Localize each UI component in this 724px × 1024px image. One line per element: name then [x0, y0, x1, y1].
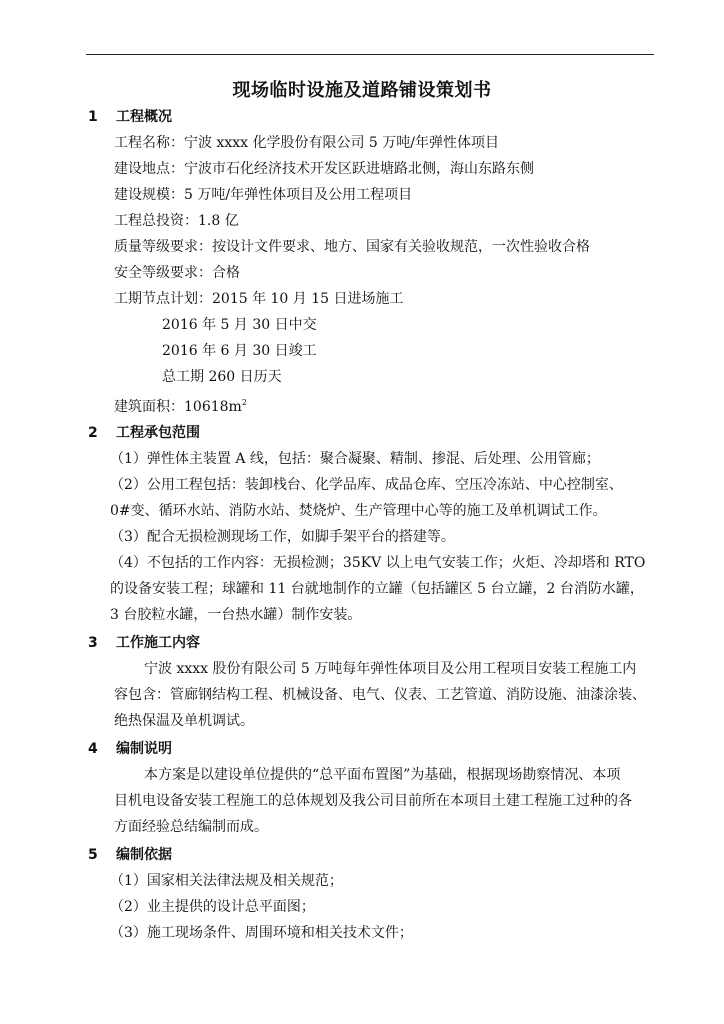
section-number: 3	[88, 635, 98, 651]
area-label: 建筑面积：10618m	[114, 399, 242, 415]
paragraph-line: 的设备安装工程；球罐和 11 台就地制作的立罐（包括罐区 5 台立罐，2 台消防水罐，	[110, 581, 644, 597]
paragraph-line: 容包含：管廊钢结构工程、机械设备、电气、仪表、工艺管道、消防设施、油漆涂装、	[114, 687, 646, 703]
paragraph-line: 建设规模：5 万吨/年弹性体项目及公用工程项目	[114, 187, 413, 203]
top-rule	[86, 54, 654, 55]
paragraph-line: （2）业主提供的设计总平面图；	[110, 899, 315, 915]
paragraph-line: 质量等级要求：按设计文件要求、地方、国家有关验收规范，一次性验收合格	[114, 239, 590, 255]
section-number: 5	[88, 847, 98, 863]
paragraph-line: （3）施工现场条件、周围环境和相关技术文件；	[110, 925, 413, 941]
section-title: 编制依据	[116, 847, 172, 863]
section-heading	[88, 634, 200, 652]
paragraph-line: 总工期 260 日历天	[162, 369, 282, 385]
section-heading	[88, 108, 172, 126]
section-title: 工程承包范围	[116, 425, 200, 441]
paragraph-line: （2）公用工程包括：装卸栈台、化学品库、成品仓库、空压冷冻站、中心控制室、	[110, 477, 623, 493]
paragraph-line: 安全等级要求：合格	[114, 265, 240, 281]
section-heading	[88, 740, 172, 758]
section-title: 工程概况	[116, 109, 172, 125]
paragraph-line: 0#变、循环水站、消防水站、焚烧炉、生产管理中心等的施工及单机调试工作。	[110, 503, 607, 519]
paragraph-line	[114, 394, 247, 416]
paragraph-line: 建设地点：宁波市石化经济技术开发区跃进塘路北侧，海山东路东侧	[114, 161, 534, 177]
paragraph-line: 2016 年 5 月 30 日中交	[162, 317, 317, 333]
section-title: 编制说明	[116, 741, 172, 757]
section-number: 1	[88, 109, 98, 125]
section-title: 工作施工内容	[116, 635, 200, 651]
area-unit-superscript: 2	[241, 398, 247, 407]
paragraph-line: 2016 年 6 月 30 日竣工	[162, 343, 317, 359]
document-title: 现场临时设施及道路铺设策划书	[232, 80, 492, 101]
paragraph-line: （3）配合无损检测现场工作，如脚手架平台的搭建等。	[110, 529, 455, 545]
section-heading	[88, 846, 172, 864]
paragraph-line: 宁波 xxxx 股份有限公司 5 万吨每年弹性体项目及公用工程项目安装工程施工内	[144, 661, 637, 677]
paragraph-line: （4）不包括的工作内容：无损检测；35KV 以上电气安装工作；火炬、冷却塔和 RTO	[110, 555, 646, 571]
paragraph-line: （1）国家相关法律法规及相关规范；	[110, 873, 343, 889]
paragraph-line: 3 台胶粒水罐，一台热水罐）制作安装。	[110, 607, 362, 623]
paragraph-line: 目机电设备安装工程施工的总体规划及我公司目前所在本项目土建工程施工过种的各	[114, 793, 632, 809]
paragraph-line: 工程名称：宁波 xxxx 化学股份有限公司 5 万吨/年弹性体项目	[114, 135, 500, 151]
section-number: 2	[88, 425, 98, 441]
paragraph-line: 本方案是以建设单位提供的“总平面布置图”为基础，根据现场勘察情况、本项	[144, 767, 621, 783]
paragraph-line: 绝热保温及单机调试。	[114, 713, 254, 729]
paragraph-line: 工期节点计划：2015 年 10 月 15 日进场施工	[114, 291, 404, 307]
section-number: 4	[88, 741, 98, 757]
paragraph-line: 方面经验总结编制而成。	[114, 819, 268, 835]
paragraph-line: 工程总投资：1.8 亿	[114, 213, 239, 229]
paragraph-line: （1）弹性体主装置 A 线，包括：聚合凝聚、精制、掺混、后处理、公用管廊；	[110, 451, 600, 467]
section-heading	[88, 424, 200, 442]
